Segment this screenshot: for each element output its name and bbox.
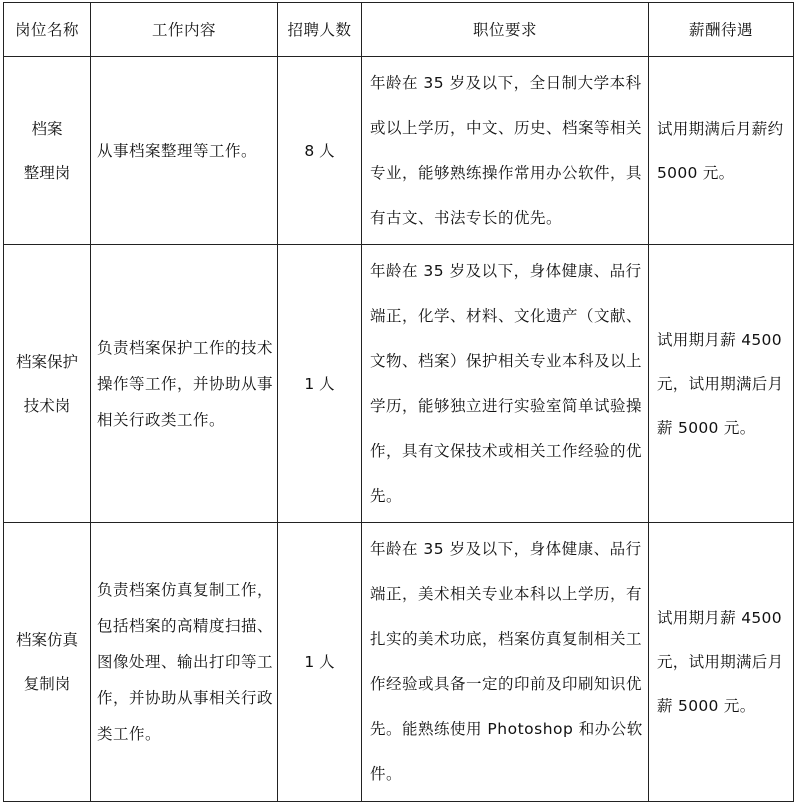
header-hiring-count: 招聘人数 xyxy=(278,3,362,57)
table-row xyxy=(4,57,794,245)
header-salary: 薪酬待遇 xyxy=(649,3,794,57)
cell-position xyxy=(4,523,91,802)
cell-job-content: 从事档案整理等工作。 xyxy=(91,57,278,245)
cell-position xyxy=(4,245,91,523)
cell-requirements: 年龄在 35 岁及以下，全日制大学本科或以上学历，中文、历史、档案等相关专业，能够熟练操作常用办公软件，具有古文、书法专长的优先。 xyxy=(362,57,649,245)
cell-salary: 试用期月薪 4500 元，试用期满后月薪 5000 元。 xyxy=(649,245,794,523)
cell-hiring-count: 1 人 xyxy=(278,523,362,802)
position-line-2: 整理岗 xyxy=(23,163,71,182)
position-line-2: 复制岗 xyxy=(23,675,71,693)
cell-hiring-count: 8 人 xyxy=(278,57,362,245)
position-line-2: 技术岗 xyxy=(23,396,71,415)
cell-salary: 试用期满后月薪约 5000 元。 xyxy=(649,57,794,245)
table-header-row xyxy=(4,3,794,57)
position-line-1: 档案仿真 xyxy=(15,631,78,649)
header-position-name: 岗位名称 xyxy=(4,3,91,57)
cell-salary: 试用期月薪 4500 元，试用期满后月薪 5000 元。 xyxy=(649,523,794,802)
header-job-content: 工作内容 xyxy=(91,3,278,57)
header-requirements: 职位要求 xyxy=(362,3,649,57)
position-line-1: 档案 xyxy=(31,119,63,138)
cell-hiring-count: 1 人 xyxy=(278,245,362,523)
table-row xyxy=(4,523,794,802)
cell-job-content: 负责档案保护工作的技术操作等工作，并协助从事相关行政类工作。 xyxy=(91,245,278,523)
recruitment-table xyxy=(3,2,794,802)
cell-requirements: 年龄在 35 岁及以下，身体健康、品行端正，化学、材料、文化遗产（文献、文物、档案）保护相关专业本科及以上学历，能够独立进行实验室简单试验操作，具有文保技术或相关工作经验的优先。 xyxy=(362,245,649,523)
position-line-1: 档案保护 xyxy=(15,352,78,371)
table-row xyxy=(4,245,794,523)
cell-requirements: 年龄在 35 岁及以下，身体健康、品行端正，美术相关专业本科以上学历，有扎实的美术功底，档案仿真复制相关工作经验或具备一定的印前及印刷知识优先。能熟练使用 Photoshop 和办公软件。 xyxy=(362,523,649,802)
cell-position xyxy=(4,57,91,245)
cell-job-content: 负责档案仿真复制工作，包括档案的高精度扫描、图像处理、输出打印等工作，并协助从事相关行政类工作。 xyxy=(91,523,278,802)
